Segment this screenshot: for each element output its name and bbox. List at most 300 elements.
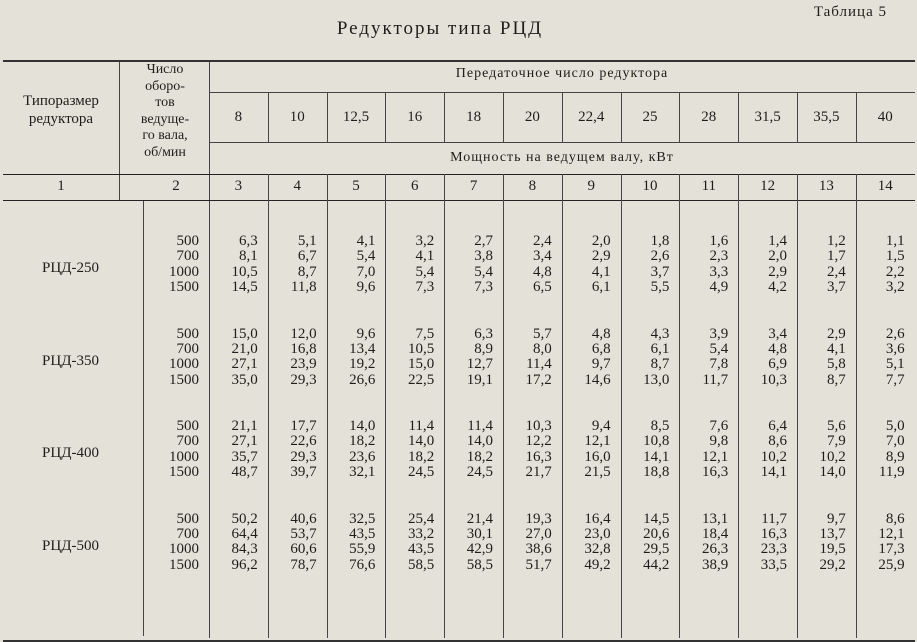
table-cell: 2,7 xyxy=(474,233,493,249)
table-cell: 60,6 xyxy=(290,541,317,558)
value-group xyxy=(357,234,376,327)
ratio-header: 35,5 xyxy=(813,108,840,125)
table-cell: 9,4 xyxy=(591,418,611,434)
value-group xyxy=(290,512,316,605)
table-cell: 4,9 xyxy=(709,279,729,296)
header-rpm-line: Число xyxy=(146,62,184,77)
table-cell: 10,3 xyxy=(525,418,552,434)
table-cell: 23,3 xyxy=(760,541,787,558)
value-group xyxy=(408,512,434,605)
table-cell: 6,8 xyxy=(591,340,611,357)
table-cell: 9,6 xyxy=(356,279,376,296)
table-cell: 16,3 xyxy=(701,464,729,481)
table-cell: 4,8 xyxy=(533,263,552,280)
table-cell: 10,8 xyxy=(643,433,670,450)
table-cell: 1,6 xyxy=(709,233,729,249)
table-cell: 6,1 xyxy=(591,279,611,296)
column-number: 2 xyxy=(172,177,180,194)
rpm-value: 700 xyxy=(176,433,199,450)
table-cell: 2,0 xyxy=(768,248,787,265)
table-cell: 3,6 xyxy=(885,340,905,357)
column-number: 6 xyxy=(411,177,419,194)
table-cell: 21,4 xyxy=(466,510,493,527)
table-cell: 11,4 xyxy=(526,356,552,373)
rpm-value: 500 xyxy=(176,325,199,342)
table-cell: 5,4 xyxy=(474,263,493,280)
table-cell: 14,1 xyxy=(760,464,787,481)
value-group xyxy=(768,234,787,327)
table-cell: 1,7 xyxy=(827,248,846,265)
table-cell: 3,8 xyxy=(474,248,493,265)
value-group xyxy=(820,419,846,512)
table-cell: 13,7 xyxy=(819,525,846,542)
table-column xyxy=(385,234,434,634)
value-group xyxy=(761,419,787,512)
table-cell: 32,1 xyxy=(349,464,376,481)
table-cell: 18,2 xyxy=(349,433,376,450)
rpm-value: 1000 xyxy=(169,356,199,373)
table-cell: 17,7 xyxy=(290,418,317,434)
value-group xyxy=(467,419,493,512)
table-cell: 8,5 xyxy=(650,418,670,434)
table-cell: 18,2 xyxy=(466,448,493,465)
table-cell: 29,3 xyxy=(290,371,317,388)
rpm-group xyxy=(169,419,199,512)
model-name: РЦД-350 xyxy=(42,352,99,369)
table-cell: 12,2 xyxy=(525,433,552,450)
table-cell: 24,5 xyxy=(407,464,435,481)
table-cell: 16,4 xyxy=(584,510,611,527)
table-cell: 19,3 xyxy=(525,510,552,527)
table-cell: 3,4 xyxy=(768,325,787,342)
value-group xyxy=(592,234,611,327)
value-group xyxy=(643,512,669,605)
table-cell: 55,9 xyxy=(349,541,376,558)
table-cell: 21,1 xyxy=(231,418,258,434)
table-cell: 49,2 xyxy=(584,556,611,573)
table-cell: 9,7 xyxy=(827,510,846,527)
table-cell: 16,3 xyxy=(760,525,787,542)
table-cell: 11,4 xyxy=(408,418,435,434)
rpm-value: 1500 xyxy=(169,464,199,481)
table-cell: 10,5 xyxy=(407,340,435,357)
table-cell: 2,4 xyxy=(827,263,846,280)
rpm-value: 500 xyxy=(176,510,199,527)
value-group xyxy=(584,327,610,420)
table-cell: 5,6 xyxy=(827,418,846,434)
table-cell: 12,1 xyxy=(584,433,611,450)
table-cell: 14,5 xyxy=(231,279,258,296)
table-column xyxy=(621,234,670,634)
table-cell: 78,7 xyxy=(290,556,317,573)
table-cell: 14,5 xyxy=(643,510,670,527)
table-cell: 1,4 xyxy=(768,233,787,249)
column-number: 7 xyxy=(469,177,478,194)
table-cell: 2,4 xyxy=(533,233,552,249)
header-power: Мощность на ведущем валу, кВт xyxy=(450,150,674,165)
table-cell: 4,3 xyxy=(650,325,670,342)
table-cell: 6,1 xyxy=(650,340,670,357)
table-cell: 8,7 xyxy=(297,263,317,280)
table-column xyxy=(562,234,611,634)
table-cell: 76,6 xyxy=(349,556,376,573)
ratio-header: 20 xyxy=(524,108,540,125)
column-number: 1 xyxy=(57,177,65,194)
table-cell: 29,3 xyxy=(290,448,317,465)
value-group xyxy=(878,512,904,605)
header-rpm-line: тов xyxy=(155,95,175,110)
table-cell: 22,5 xyxy=(407,371,435,388)
table-cell: 11,9 xyxy=(878,464,905,481)
table-cell: 2,6 xyxy=(885,325,905,342)
table-cell: 27,1 xyxy=(231,356,258,373)
table-cell: 13,4 xyxy=(349,340,376,357)
value-group xyxy=(879,419,905,512)
value-group xyxy=(702,327,728,420)
table-cell: 5,0 xyxy=(885,418,905,434)
column-number: 3 xyxy=(234,177,243,194)
ratio-header: 16 xyxy=(407,108,423,125)
table-cell: 20,6 xyxy=(643,525,670,542)
rpm-value: 1000 xyxy=(169,448,199,465)
table-cell: 12,1 xyxy=(878,525,905,542)
value-group xyxy=(702,512,728,605)
data-table xyxy=(3,60,915,642)
table-cell: 6,3 xyxy=(239,233,258,249)
header-rpm-line: оборо- xyxy=(145,78,185,94)
column-number: 13 xyxy=(818,177,834,194)
table-cell: 7,5 xyxy=(415,325,435,342)
table-cell: 96,2 xyxy=(231,556,258,573)
table-cell: 11,8 xyxy=(290,279,317,296)
rpm-group xyxy=(169,512,199,605)
table-cell: 6,4 xyxy=(768,418,787,434)
table-cell: 3,4 xyxy=(533,248,552,265)
table-cell: 4,8 xyxy=(591,325,611,342)
table-cell: 7,3 xyxy=(415,279,435,296)
value-group xyxy=(232,512,258,605)
table-cell: 8,6 xyxy=(768,433,787,450)
table-cell: 32,5 xyxy=(349,510,376,527)
model-name: РЦД-400 xyxy=(42,445,99,461)
table-cell: 14,0 xyxy=(819,464,846,481)
value-group xyxy=(886,327,905,420)
table-cell: 12,1 xyxy=(701,448,729,465)
table-cell: 7,6 xyxy=(709,418,729,434)
column-number: 8 xyxy=(528,177,537,194)
table-cell: 8,7 xyxy=(650,356,670,373)
table-cell: 38,6 xyxy=(525,541,552,558)
table-cell: 2,6 xyxy=(650,248,670,265)
table-cell: 58,5 xyxy=(466,556,493,573)
table-cell: 18,4 xyxy=(701,525,729,542)
table-cell: 35,7 xyxy=(231,448,258,465)
value-group xyxy=(467,327,493,420)
table-column xyxy=(209,234,258,634)
value-group xyxy=(827,234,846,327)
header-rpm xyxy=(121,62,209,161)
value-group xyxy=(702,419,728,512)
table-cell: 4,2 xyxy=(768,279,787,296)
table-cell: 5,4 xyxy=(356,248,376,265)
header-rpm-line: об/мин xyxy=(144,144,186,160)
table-cell: 8,9 xyxy=(885,448,905,465)
table-cell: 44,2 xyxy=(643,556,670,573)
value-group xyxy=(643,419,669,512)
table-cell: 16,3 xyxy=(525,448,552,465)
table-cell: 33,2 xyxy=(407,525,435,542)
table-cell: 14,0 xyxy=(466,433,493,450)
value-group xyxy=(761,327,787,420)
value-group xyxy=(886,234,905,327)
table-cell: 3,7 xyxy=(650,263,670,280)
table-cell: 2,2 xyxy=(885,263,905,280)
value-group xyxy=(349,419,375,512)
table-cell: 12,0 xyxy=(290,325,317,342)
table-cell: 21,0 xyxy=(231,340,258,357)
value-group xyxy=(415,234,434,327)
table-cell: 19,5 xyxy=(819,541,846,558)
value-group xyxy=(651,234,670,327)
table-cell: 23,9 xyxy=(290,356,317,373)
table-cell: 42,9 xyxy=(466,541,493,558)
table-cell: 84,3 xyxy=(231,541,258,558)
column-number: 11 xyxy=(701,177,717,194)
table-cell: 22,6 xyxy=(290,433,317,450)
table-cell: 4,1 xyxy=(827,340,846,357)
ratio-header: 25 xyxy=(642,108,658,125)
table-cell: 7,9 xyxy=(827,433,846,450)
ratio-header: 18 xyxy=(466,108,482,125)
column-number: 14 xyxy=(877,177,893,194)
table-cell: 24,5 xyxy=(466,464,493,481)
value-group xyxy=(232,327,258,420)
table-cell: 3,9 xyxy=(709,325,729,342)
divider xyxy=(3,200,915,201)
table-cell: 5,5 xyxy=(650,279,670,296)
rpm-value: 1500 xyxy=(169,371,199,388)
table-cell: 25,9 xyxy=(878,556,905,573)
model-name: РЦД-250 xyxy=(42,260,99,276)
table-cell: 14,0 xyxy=(349,418,376,434)
table-cell: 7,3 xyxy=(474,279,493,296)
table-cell: 16,8 xyxy=(290,340,317,357)
value-group xyxy=(232,234,258,327)
column-number: 12 xyxy=(760,177,776,194)
table-cell: 43,5 xyxy=(407,541,435,558)
value-group xyxy=(408,327,434,420)
value-group xyxy=(474,234,493,327)
table-cell: 6,5 xyxy=(533,279,552,296)
value-group xyxy=(709,234,728,327)
rpm-value: 700 xyxy=(176,525,199,542)
divider xyxy=(119,62,120,200)
table-cell: 39,7 xyxy=(290,464,317,481)
table-cell: 27,1 xyxy=(231,433,258,450)
table-cell: 17,3 xyxy=(878,541,905,558)
table-cell: 23,6 xyxy=(349,448,376,465)
value-group xyxy=(526,419,552,512)
table-cell: 48,7 xyxy=(231,464,258,481)
value-group xyxy=(526,512,552,605)
table-cell: 58,5 xyxy=(407,556,435,573)
value-group xyxy=(290,419,316,512)
value-group xyxy=(232,419,258,512)
table-cell: 12,7 xyxy=(466,356,493,373)
value-group xyxy=(290,327,316,420)
table-cell: 5,8 xyxy=(827,356,846,373)
rpm-group xyxy=(169,327,199,420)
table-cell: 19,1 xyxy=(466,371,493,388)
table-cell: 53,7 xyxy=(290,525,317,542)
value-group xyxy=(408,419,434,512)
table-cell: 6,9 xyxy=(768,356,787,373)
ratio-header: 40 xyxy=(877,108,893,125)
table-column xyxy=(738,234,787,634)
table-cell: 29,2 xyxy=(819,556,846,573)
divider xyxy=(209,142,915,143)
table-cell: 8,7 xyxy=(827,371,846,388)
table-cell: 5,4 xyxy=(415,263,435,280)
table-cell: 25,4 xyxy=(407,510,435,527)
table-cell: 51,7 xyxy=(525,556,552,573)
table-cell: 7,7 xyxy=(885,371,905,388)
column-number: 4 xyxy=(293,177,301,194)
table-cell: 8,0 xyxy=(533,340,552,357)
value-group xyxy=(643,327,669,420)
value-group xyxy=(820,512,846,605)
header-rpm-line: го вала, xyxy=(142,128,188,143)
table-column xyxy=(679,234,728,634)
table-cell: 2,9 xyxy=(827,325,846,342)
value-group xyxy=(349,327,375,420)
table-cell: 1,5 xyxy=(885,248,905,265)
table-cell: 8,1 xyxy=(239,248,258,265)
table-cell: 3,2 xyxy=(885,279,905,296)
table-label: Таблица 5 xyxy=(813,4,887,20)
ratio-header: 28 xyxy=(701,108,717,125)
table-cell: 7,8 xyxy=(709,356,729,373)
value-group xyxy=(349,512,375,605)
value-group xyxy=(827,327,846,420)
table-cell: 5,1 xyxy=(297,233,317,249)
value-group xyxy=(467,512,493,605)
column-number: 5 xyxy=(352,177,360,194)
rpm-value: 1000 xyxy=(169,541,199,558)
table-column xyxy=(327,234,376,634)
rpm-value: 700 xyxy=(176,340,199,357)
table-cell: 11,4 xyxy=(467,418,493,434)
header-gear-ratio: Передаточное число редуктора xyxy=(455,66,669,81)
table-cell: 43,5 xyxy=(349,525,376,542)
value-group xyxy=(584,419,610,512)
table-cell: 2,9 xyxy=(768,263,787,280)
table-cell: 38,9 xyxy=(701,556,729,573)
table-column xyxy=(797,234,846,634)
header-size: Типоразмер редуктора xyxy=(23,93,99,127)
table-cell: 8,9 xyxy=(474,340,493,357)
table-cell: 29,5 xyxy=(643,541,670,558)
ratio-header: 22,4 xyxy=(578,108,605,125)
table-cell: 11,7 xyxy=(702,371,729,388)
ratio-header: 10 xyxy=(289,108,305,125)
table-column xyxy=(268,234,317,634)
table-cell: 9,7 xyxy=(591,356,611,373)
table-cell: 26,6 xyxy=(349,371,376,388)
table-cell: 14,0 xyxy=(407,433,435,450)
table-cell: 4,1 xyxy=(415,248,435,265)
table-cell: 5,4 xyxy=(709,340,729,357)
table-cell: 16,0 xyxy=(584,448,611,465)
ratio-header: 12,5 xyxy=(342,108,370,125)
rpm-value: 500 xyxy=(176,233,199,249)
rpm-value: 1500 xyxy=(169,279,199,296)
table-cell: 4,8 xyxy=(768,340,787,357)
table-cell: 27,0 xyxy=(525,525,552,542)
table-cell: 17,2 xyxy=(525,371,552,388)
table-cell: 6,7 xyxy=(297,248,317,265)
rpm-column xyxy=(143,234,199,634)
table-column xyxy=(444,234,493,634)
table-cell: 14,6 xyxy=(584,371,611,388)
rpm-value: 700 xyxy=(176,248,199,265)
table-cell: 3,7 xyxy=(827,279,846,296)
rpm-value: 1000 xyxy=(169,263,199,280)
value-group xyxy=(526,327,552,420)
table-column xyxy=(856,234,905,634)
value-group xyxy=(291,234,317,327)
table-cell: 1,8 xyxy=(650,233,670,249)
table-cell: 5,7 xyxy=(533,325,552,342)
table-cell: 15,0 xyxy=(407,356,435,373)
table-cell: 1,1 xyxy=(885,233,905,249)
table-cell: 4,1 xyxy=(356,233,376,249)
table-cell: 35,0 xyxy=(231,371,258,388)
table-cell: 64,4 xyxy=(231,525,258,542)
table-cell: 3,2 xyxy=(415,233,435,249)
table-cell: 10,5 xyxy=(231,263,258,280)
table-cell: 1,2 xyxy=(827,233,846,249)
table-cell: 18,8 xyxy=(643,464,670,481)
table-cell: 9,8 xyxy=(709,433,729,450)
model-name: РЦД-500 xyxy=(42,537,99,554)
table-cell: 7,0 xyxy=(356,263,376,280)
table-cell: 14,1 xyxy=(643,448,670,465)
table-cell: 21,5 xyxy=(584,464,611,481)
table-cell: 13,0 xyxy=(643,371,670,388)
table-cell: 18,2 xyxy=(407,448,435,465)
table-cell: 2,0 xyxy=(591,233,611,249)
table-cell: 21,7 xyxy=(525,464,552,481)
table-cell: 13,1 xyxy=(701,510,729,527)
table-cell: 2,3 xyxy=(709,248,729,265)
table-cell: 23,0 xyxy=(584,525,611,542)
rpm-value: 1500 xyxy=(169,556,199,573)
rpm-value: 500 xyxy=(176,418,199,434)
table-cell: 32,8 xyxy=(584,541,611,558)
ratio-header: 31,5 xyxy=(754,108,781,125)
table-cell: 8,6 xyxy=(885,510,905,527)
table-cell: 30,1 xyxy=(466,525,493,542)
column-number: 10 xyxy=(642,177,658,194)
table-cell: 4,1 xyxy=(591,263,611,280)
table-cell: 50,2 xyxy=(231,510,258,527)
value-group xyxy=(584,512,610,605)
table-cell: 7,0 xyxy=(885,433,905,450)
value-group xyxy=(533,234,552,327)
table-cell: 10,2 xyxy=(819,448,846,465)
table-cell: 40,6 xyxy=(290,510,317,527)
